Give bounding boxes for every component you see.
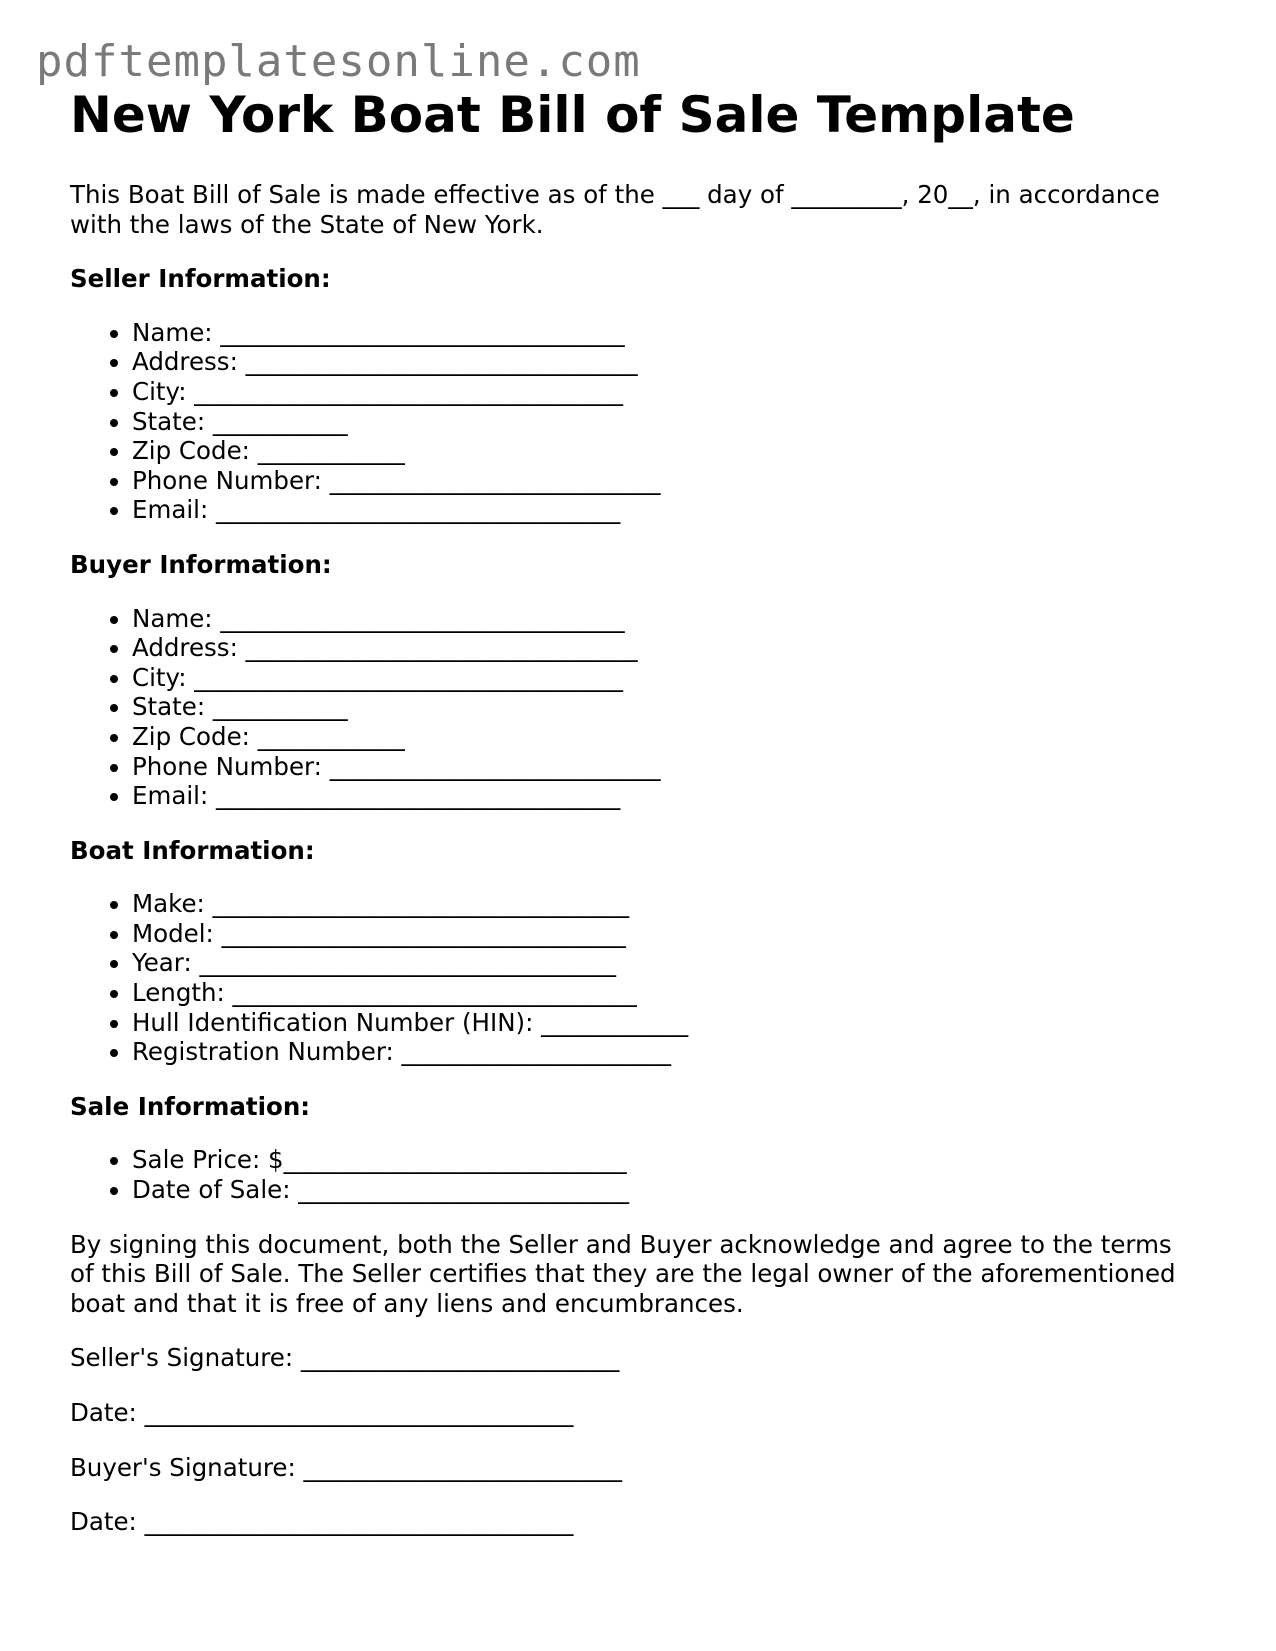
- boat-hin-field: • Hull Identification Number (HIN): ____________: [132, 1008, 1220, 1038]
- boat-fields: [70, 889, 1220, 1067]
- buyer-phone-field: • Phone Number: ___________________________: [132, 752, 1220, 782]
- page-title: New York Boat Bill of Sale Template: [70, 86, 1075, 144]
- buyer-name-field: • Name: _________________________________: [132, 604, 1220, 634]
- seller-zip-field: • Zip Code: ____________: [132, 436, 1220, 466]
- seller-city-field: • City: ___________________________________: [132, 377, 1220, 407]
- document-body: [70, 180, 1220, 1562]
- boat-make-field: • Make: __________________________________: [132, 889, 1220, 919]
- seller-date-line: Date: ___________________________________: [70, 1398, 574, 1427]
- buyer-signature-line: Buyer's Signature: __________________________: [70, 1452, 623, 1482]
- sale-heading: Sale Information:: [70, 1091, 311, 1121]
- seller-phone-field: • Phone Number: ___________________________: [132, 466, 1220, 496]
- sale-price-field: • Sale Price: $____________________________: [132, 1145, 1220, 1175]
- sale-date-field: • Date of Sale: ___________________________: [132, 1175, 1220, 1205]
- seller-signature-line: Seller's Signature: __________________________: [70, 1343, 620, 1373]
- closing-line-1: By signing this document, both the Seller and Buyer acknowledge and agree to the terms: [70, 1229, 1172, 1259]
- seller-address-field: • Address: ________________________________: [132, 347, 1220, 377]
- boat-length-field: • Length: _________________________________: [132, 978, 1220, 1008]
- closing-paragraph: [70, 1230, 1220, 1319]
- intro-line-1: This Boat Bill of Sale is made effective as of the ___ day of _________, 20__, in accordance: [70, 180, 1160, 209]
- seller-name-field: • Name: _________________________________: [132, 318, 1220, 348]
- buyer-state-field: • State: ___________: [132, 692, 1220, 722]
- closing-line-3: boat and that it is free of any liens and encumbrances.: [70, 1288, 744, 1318]
- buyer-date-line: Date: ___________________________________: [70, 1507, 574, 1537]
- boat-heading: Boat Information:: [70, 835, 315, 865]
- buyer-fields: [70, 604, 1220, 811]
- sale-fields: [70, 1145, 1220, 1204]
- buyer-city-field: • City: ___________________________________: [132, 663, 1220, 693]
- buyer-heading: Buyer Information:: [70, 549, 332, 579]
- buyer-zip-field: • Zip Code: ____________: [132, 722, 1220, 752]
- boat-year-field: • Year: __________________________________: [132, 948, 1220, 978]
- watermark: pdftemplatesonline.com: [36, 36, 641, 87]
- boat-registration-field: • Registration Number: ______________________: [132, 1037, 1220, 1067]
- boat-model-field: • Model: _________________________________: [132, 919, 1220, 949]
- seller-fields: [70, 318, 1220, 525]
- intro-paragraph: [70, 180, 1220, 239]
- buyer-address-field: • Address: ________________________________: [132, 633, 1220, 663]
- seller-heading: Seller Information:: [70, 264, 331, 294]
- intro-line-2: with the laws of the State of New York.: [70, 209, 544, 239]
- closing-line-2: of this Bill of Sale. The Seller certifies that they are the legal owner of the aforementioned: [70, 1259, 1176, 1289]
- seller-email-field: • Email: _________________________________: [132, 495, 1220, 525]
- buyer-email-field: • Email: _________________________________: [132, 781, 1220, 811]
- seller-state-field: • State: ___________: [132, 407, 1220, 437]
